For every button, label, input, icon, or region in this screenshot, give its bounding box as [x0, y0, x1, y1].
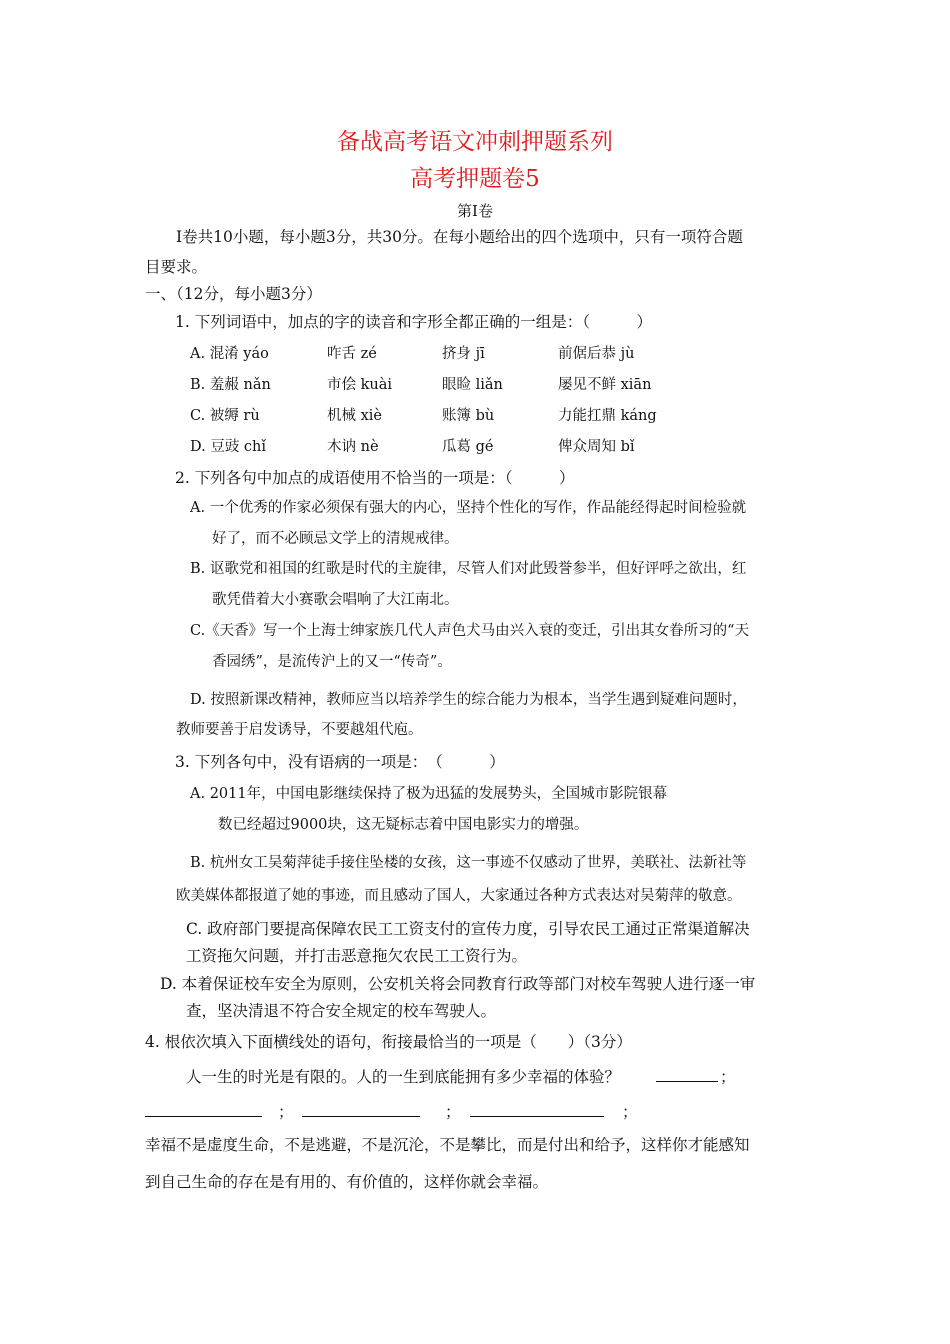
q1-option-c-4: 力能扛鼎 káng: [558, 408, 657, 424]
q1-option-d-3: 瓜葛 gé: [442, 439, 494, 455]
q3-option-d-line-2: 查，坚决清退不符合安全规定的校车驾驶人。: [186, 1002, 497, 1020]
q1-option-b-1: B. 羞赧 nǎn: [190, 377, 271, 393]
q3-option-a-line-2: 数已经超过9000块，这无疑标志着中国电影实力的增强。: [218, 817, 589, 833]
q4-passage-line-3: 到自己生命的存在是有用的、有价值的，这样你就会幸福。: [145, 1173, 549, 1191]
q1-option-d-4: 俾众周知 bǐ: [558, 439, 635, 455]
q4-semicolon-2: ；: [278, 1103, 294, 1121]
q2-option-d-line-1: D. 按照新课改精神，教师应当以培养学生的综合能力为根本，当学生遇到疑难问题时，: [190, 692, 747, 708]
q1-option-a-1: A. 混淆 yáo: [190, 346, 269, 362]
q1-option-c-2: 机械 xiè: [327, 408, 383, 424]
q2-option-c-line-1: C.《天香》写一个上海士绅家族几代人声色犬马由兴入衰的变迁，引出其女眷所习的“天: [190, 623, 750, 639]
q1-option-b-4: 屡见不鲜 xiān: [558, 377, 652, 393]
q4-blank-4: [470, 1116, 604, 1117]
q4-passage-line-2: 幸福不是虚度生命，不是逃避，不是沉沦，不是攀比，而是付出和给予，这样你才能感知: [145, 1136, 750, 1154]
q3-option-b-line-1: B. 杭州女工吴菊萍徒手接住坠楼的女孩，这一事迹不仅感动了世界，美联社、法新社等: [190, 855, 747, 871]
q4-blank-2: [145, 1116, 262, 1117]
q3-option-c-line-2: 工资拖欠问题，并打击恶意拖欠农民工工资行为。: [186, 947, 528, 965]
volume-heading: 第Ⅰ卷: [457, 202, 493, 220]
q2-option-c-line-2: 香园绣”，是流传沪上的又一“传奇”。: [212, 654, 452, 670]
q4-semicolon-1: ；: [720, 1068, 736, 1086]
question-3-stem: 3. 下列各句中，没有语病的一项是： （ ）: [175, 753, 505, 771]
q1-option-a-4: 前倨后恭 jù: [558, 346, 635, 362]
q4-passage-line-1: 人一生的时光是有限的。人的一生到底能拥有多少幸福的体验？: [186, 1068, 621, 1086]
q3-option-b-line-2: 欧美媒体都报道了她的事迹，而且感动了国人，大家通过各种方式表达对吴菊萍的敬意。: [176, 888, 742, 904]
q1-option-c-1: C. 被缛 rù: [190, 408, 260, 424]
q1-option-d-2: 木讷 nè: [327, 439, 379, 455]
q4-blank-1: [656, 1081, 718, 1082]
q2-option-d-line-2: 教师要善于启发诱导，不要越俎代庖。: [176, 722, 423, 738]
q3-option-d-line-1: D. 本着保证校车安全为原则，公安机关将会同教育行政等部门对校车驾驶人进行逐一审: [160, 975, 756, 993]
q4-semicolon-3: ；: [445, 1103, 461, 1121]
q4-semicolon-4: ；: [622, 1103, 638, 1121]
q3-option-a-line-1: A. 2011年，中国电影继续保持了极为迅猛的发展势头，全国城市影院银幕: [190, 786, 668, 802]
q1-option-c-3: 账簿 bù: [442, 408, 495, 424]
q2-option-b-line-1: B. 讴歌党和祖国的红歌是时代的主旋律，尽管人们对此毁誉参半，但好评呼之欲出，红: [190, 561, 747, 577]
section-heading: 一、（12分，每小题3分）: [145, 285, 322, 303]
paper-title: 高考押题卷5: [410, 166, 540, 192]
q1-option-b-2: 市侩 kuài: [327, 377, 393, 393]
question-4-stem: 4. 根依次填入下面横线处的语句，衔接最恰当的一项是（ ）（3分）: [145, 1033, 632, 1051]
q1-option-d-1: D. 豆豉 chǐ: [190, 439, 267, 455]
q2-option-a-line-2: 好了，而不必顾忌文学上的清规戒律。: [212, 531, 459, 547]
instructions-line-2: 目要求。: [145, 258, 208, 276]
q2-option-b-line-2: 歌凭借着大小赛歌会唱响了大江南北。: [212, 592, 459, 608]
q2-option-a-line-1: A. 一个优秀的作家必须保有强大的内心，坚持个性化的写作，作品能经得起时间检验就: [190, 500, 747, 516]
q1-option-a-2: 咋舌 zé: [327, 346, 377, 362]
instructions-line-1: Ⅰ卷共10小题，每小题3分，共30分。在每小题给出的四个选项中，只有一项符合题: [176, 228, 743, 246]
q1-option-a-3: 挤身 jī: [442, 346, 485, 362]
q1-option-b-3: 眼睑 liǎn: [442, 377, 503, 393]
series-title: 备战高考语文冲刺押题系列: [337, 129, 613, 155]
question-1-stem: 1. 下列词语中，加点的字的读音和字形全都正确的一组是：（ ）: [175, 313, 652, 331]
q4-blank-3: [302, 1116, 420, 1117]
question-2-stem: 2. 下列各句中加点的成语使用不恰当的一项是：（ ）: [175, 469, 575, 487]
q3-option-c-line-1: C. 政府部门要提高保障农民工工资支付的宣传力度，引导农民工通过正常渠道解决: [186, 920, 750, 938]
